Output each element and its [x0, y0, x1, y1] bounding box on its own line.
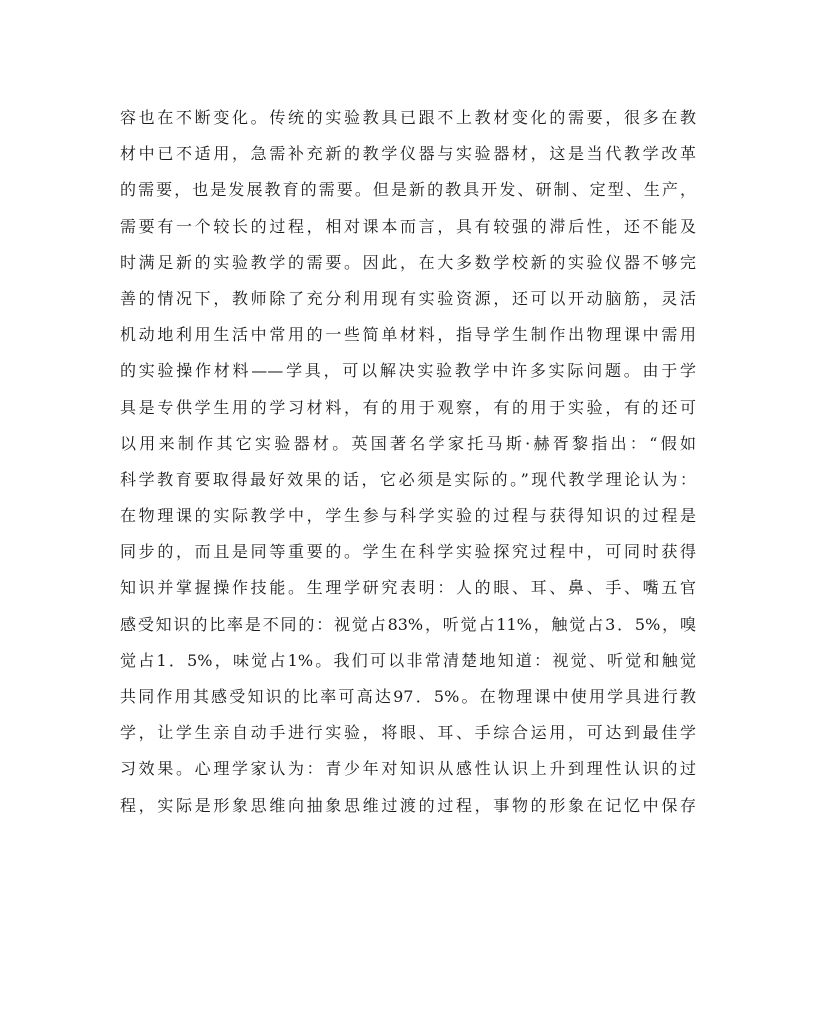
text-line: 学，让学生亲自动手进行实验，将眼、耳、手综合运用，可达到最佳学	[120, 723, 696, 743]
body-paragraph	[120, 100, 696, 824]
text-line: 共同作用其感受知识的比率可高达97．5%。在物理课中使用学具进行教	[120, 687, 696, 706]
text-line: 需要有一个较长的过程，相对课本而言，具有较强的滞后性，还不能及	[120, 216, 696, 236]
text-line: 在物理课的实际教学中，学生参与科学实验的过程与获得知识的过程是	[120, 506, 696, 526]
text-line: 容也在不断变化。传统的实验教具已跟不上教材变化的需要，很多在教	[120, 108, 696, 127]
text-line: 知识并掌握操作技能。生理学研究表明：人的眼、耳、鼻、手、嘴五官	[120, 578, 696, 598]
text-line: 时满足新的实验教学的需要。因此，在大多数学校新的实验仪器不够完	[120, 252, 696, 272]
text-line: 感受知识的比率是不同的：视觉占83%，听觉占11%，触觉占3．5%，嗅	[120, 614, 696, 634]
text-line: 觉占1．5%，味觉占1%。我们可以非常清楚地知道：视觉、听觉和触觉	[120, 650, 696, 670]
text-line: 的需要，也是发展教育的需要。但是新的教具开发、研制、定型、生产，	[120, 180, 696, 200]
text-line: 机动地利用生活中常用的一些简单材料，指导学生制作出物理课中需用	[120, 325, 696, 345]
text-line: 材中已不适用，急需补充新的教学仪器与实验器材，这是当代教学改革	[120, 144, 696, 164]
text-line: 以用来制作其它实验器材。英国著名学家托马斯·赫胥黎指出：“假如	[120, 433, 696, 453]
text-line: 同步的，而且是同等重要的。学生在科学实验探究过程中，可同时获得	[120, 542, 696, 562]
text-line: 善的情况下，教师除了充分利用现有实验资源，还可以开动脑筋，灵活	[120, 288, 696, 308]
text-line: 习效果。心理学家认为：青少年对知识从感性认识上升到理性认识的过	[120, 759, 696, 779]
text-line: 的实验操作材料——学具，可以解决实验教学中许多实际问题。由于学	[120, 361, 696, 381]
text-line: 科学教育要取得最好效果的话，它必须是实际的。”现代教学理论认为：	[120, 469, 696, 489]
text-line: 具是专供学生用的学习材料，有的用于观察，有的用于实验，有的还可	[120, 397, 696, 417]
text-line: 程，实际是形象思维向抽象思维过渡的过程，事物的形象在记忆中保存	[120, 795, 696, 815]
